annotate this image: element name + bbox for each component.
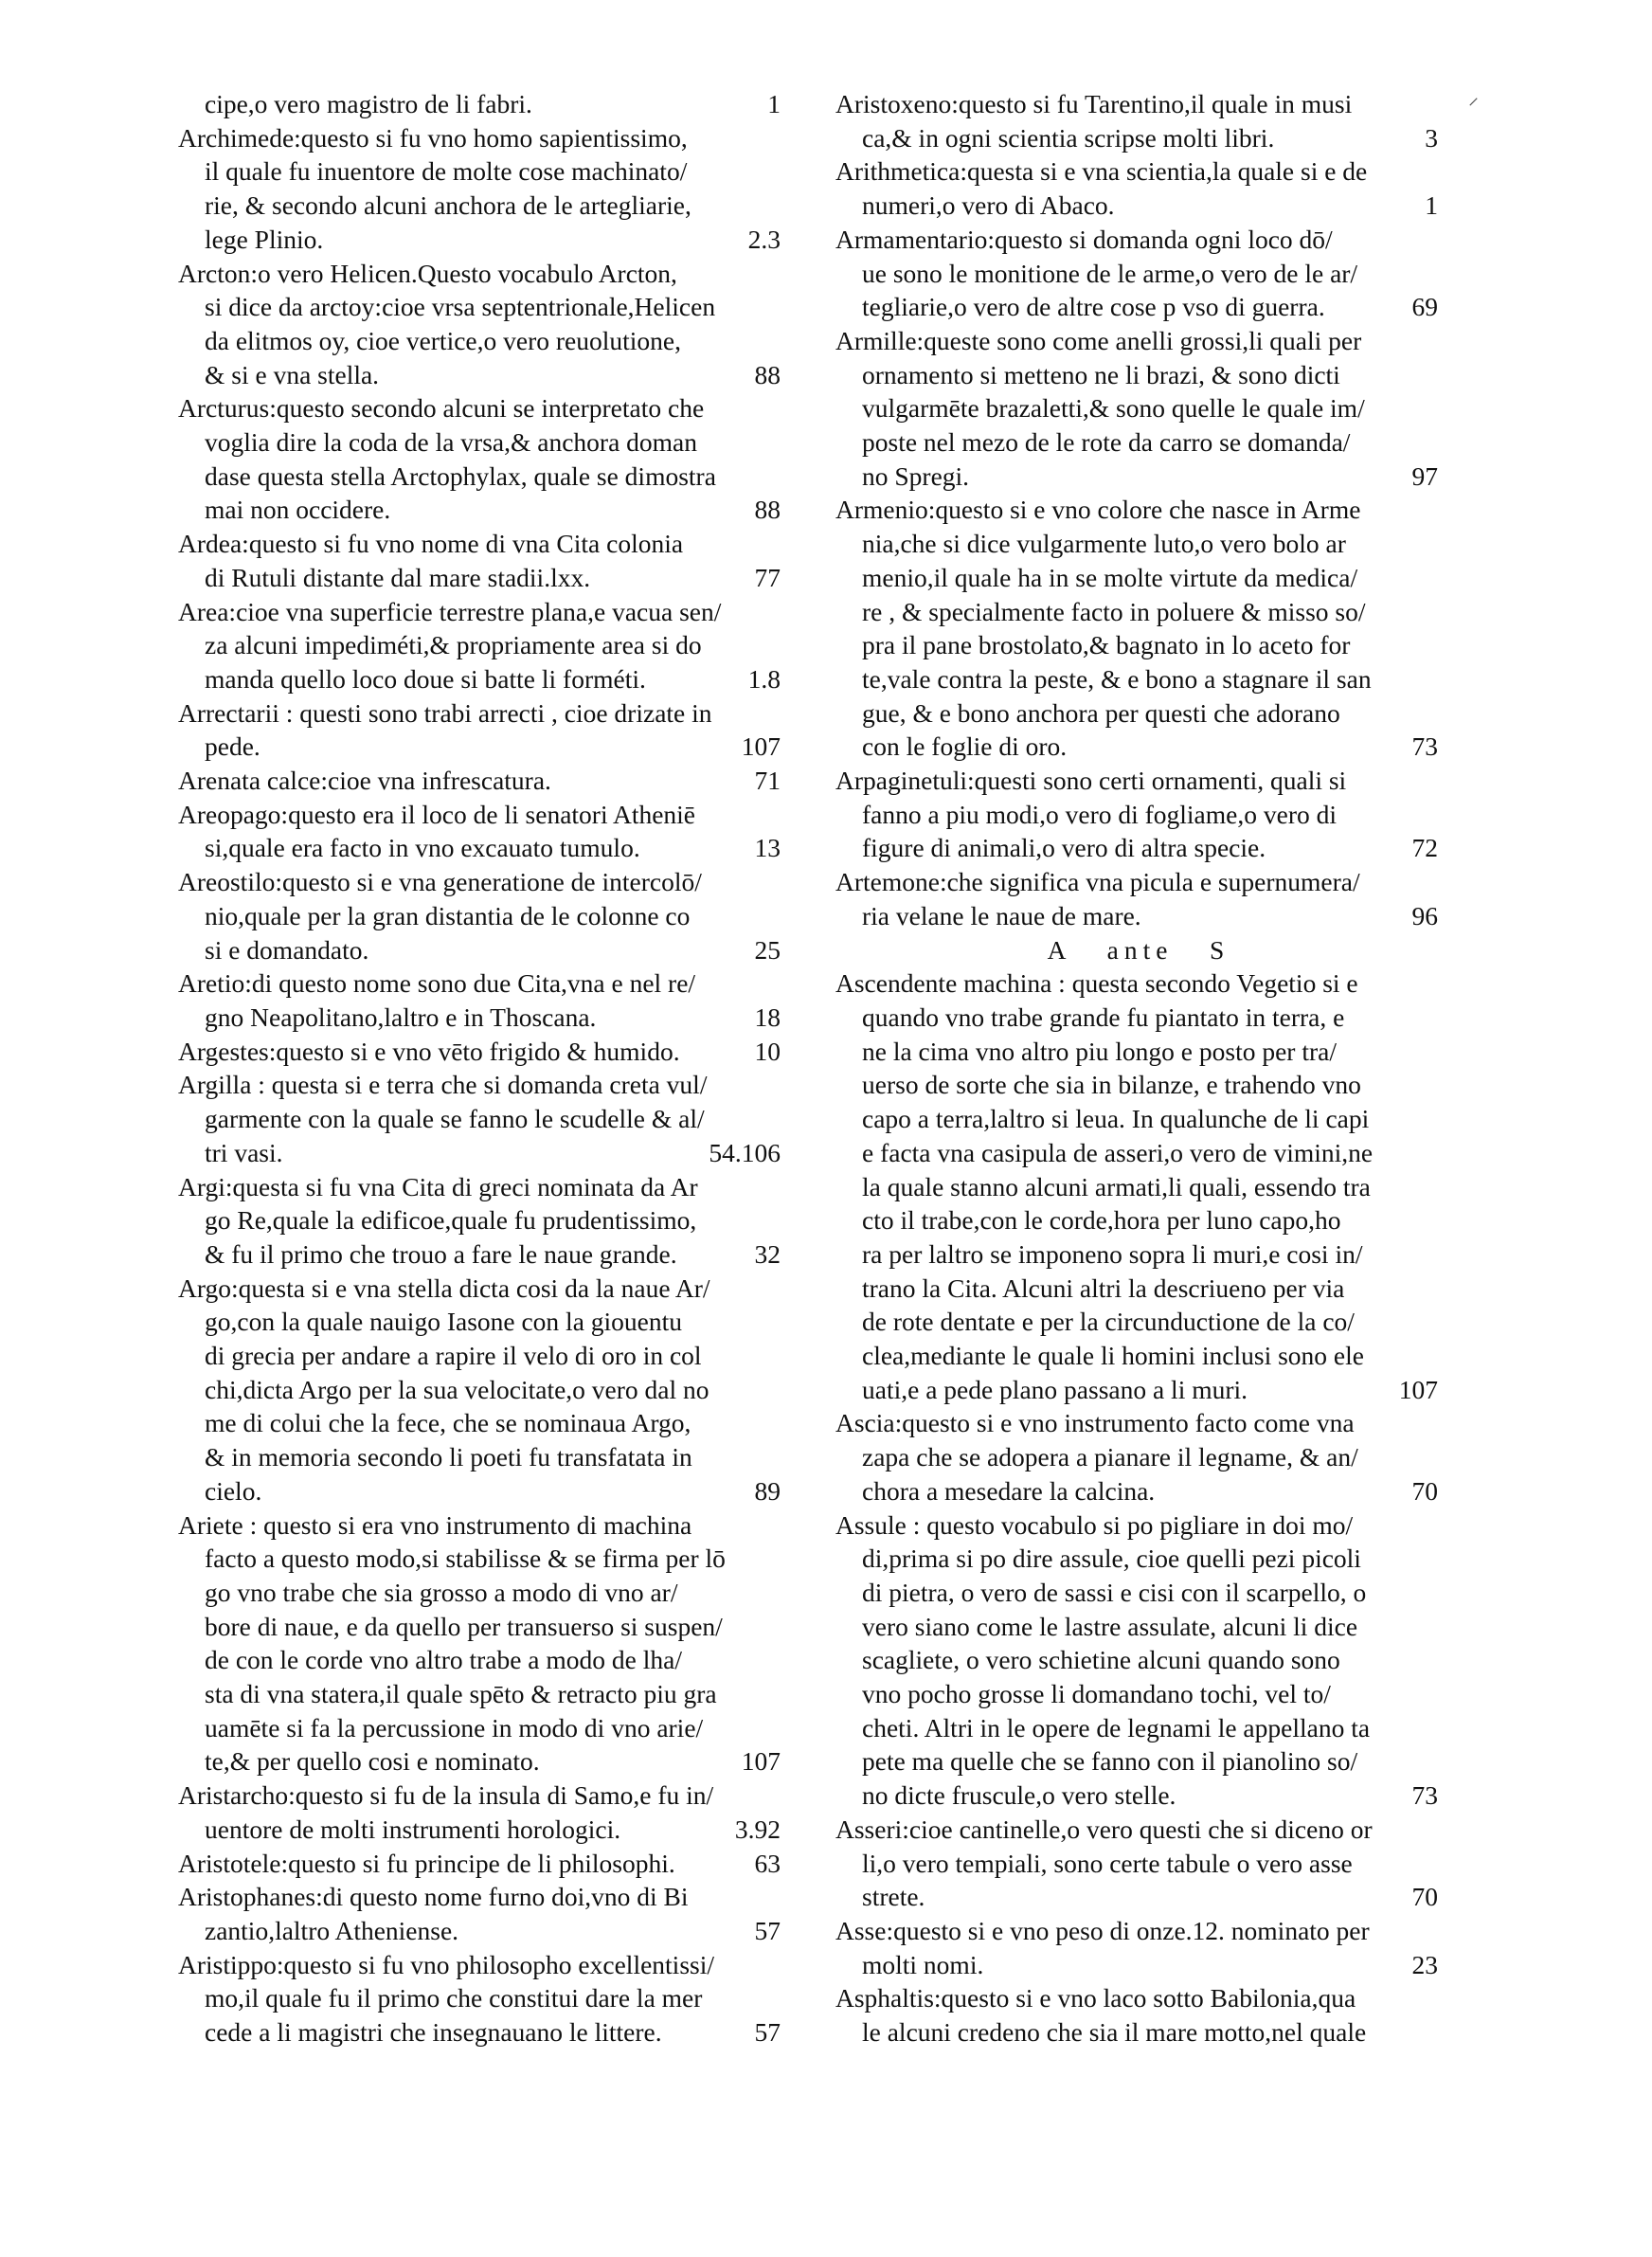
line-text: Areostilo:questo si e vna generatione de intercolō/ bbox=[178, 867, 702, 897]
entry-headline bbox=[835, 324, 1442, 358]
line-text: si,quale era facto in vno excauato tumulo. bbox=[205, 833, 640, 863]
line-text: me di colui che la fece, che se nominaua Argo, bbox=[205, 1408, 691, 1438]
line-text: te,& per quello cosi e nominato. bbox=[205, 1746, 540, 1777]
entry-headline bbox=[178, 1948, 784, 1982]
line-text: manda quello loco doue si batte li forméti. bbox=[205, 663, 646, 694]
line-text: nia,che si dice vulgarmente luto,o vero bolo ar bbox=[862, 529, 1346, 559]
line-text: ne la cima vno altro piu longo e posto per tra/ bbox=[862, 1036, 1337, 1066]
entry-line bbox=[835, 1576, 1442, 1610]
line-text: Argestes:questo si e vno vēto frigido & humido. bbox=[178, 1036, 680, 1066]
page-reference: 77 bbox=[754, 562, 781, 592]
line-text: fanno a piu modi,o vero di fogliame,o vero di bbox=[862, 799, 1337, 829]
entry-line bbox=[835, 1339, 1442, 1373]
entry-line bbox=[178, 1677, 784, 1711]
line-text: si dice da arctoy:cioe vrsa septentrionale,Helicen bbox=[205, 292, 716, 322]
entry-line bbox=[178, 324, 784, 358]
line-text: Aristoxeno:questo si fu Tarentino,il quale in musi bbox=[835, 89, 1353, 118]
entry-line bbox=[178, 460, 784, 494]
line-text: ria velane le naue de mare. bbox=[862, 900, 1141, 930]
page-reference: 1 bbox=[1425, 190, 1438, 221]
line-text: Asse:questo si e vno peso di onze.12. nominato per bbox=[835, 1915, 1370, 1945]
line-text: Armamentario:questo si domanda ogni loco dō/ bbox=[835, 224, 1333, 254]
line-text: Aristophanes:di questo nome furno doi,vno di Bi bbox=[178, 1882, 689, 1912]
entry-line bbox=[178, 2015, 784, 2049]
entry-line bbox=[835, 1610, 1442, 1644]
entry-line bbox=[835, 358, 1442, 392]
entry-line bbox=[178, 189, 784, 223]
line-text: zapa che se adopera a pianare il legname, & an/ bbox=[862, 1442, 1358, 1472]
page-reference: 23 bbox=[1411, 1949, 1438, 1979]
entry-headline bbox=[835, 764, 1442, 798]
line-text: no dicte fruscule,o vero stelle. bbox=[862, 1780, 1176, 1811]
line-text: strete. bbox=[862, 1882, 925, 1912]
entry-line bbox=[178, 662, 784, 696]
entry-headline bbox=[178, 1880, 784, 1914]
line-text: Archimede:questo si fu vno homo sapientissimo, bbox=[178, 122, 688, 153]
entry-headline bbox=[835, 154, 1442, 189]
page-reference: 2.3 bbox=[747, 224, 781, 254]
entry-line bbox=[835, 1203, 1442, 1237]
entry-line bbox=[835, 2015, 1442, 2049]
line-text: e facta vna casipula de asseri,o vero de vimini,ne bbox=[862, 1137, 1374, 1167]
entry-line bbox=[178, 899, 784, 933]
entry-line bbox=[835, 290, 1442, 324]
line-text: ue sono le monitione de le arme,o vero de le ar/ bbox=[862, 258, 1358, 288]
line-text: & fu il primo che trouo a fare le naue grande. bbox=[205, 1238, 677, 1269]
page-reference: 73 bbox=[1411, 731, 1438, 762]
line-text: vulgarmēte brazaletti,& sono quelle le quale im/ bbox=[862, 393, 1365, 424]
page-reference: 88 bbox=[754, 495, 781, 525]
line-text: si e domandato. bbox=[205, 934, 369, 965]
entry-headline bbox=[835, 223, 1442, 257]
page-reference: 57 bbox=[754, 1915, 781, 1945]
entry-line bbox=[835, 899, 1442, 933]
line-text: Argo:questa si e vna stella dicta cosi da la naue Ar/ bbox=[178, 1273, 710, 1303]
entry-line bbox=[178, 1643, 784, 1677]
line-text: garmente con la quale se fanno le scudelle & al/ bbox=[205, 1104, 705, 1134]
entry-line bbox=[178, 1576, 784, 1610]
page-reference: 3.92 bbox=[734, 1814, 781, 1844]
line-text: li,o vero tempiali, sono certe tabule o vero asse bbox=[862, 1848, 1353, 1878]
line-text: voglia dire la coda de la vrsa,& anchora doman bbox=[205, 427, 698, 458]
entry-line bbox=[178, 1406, 784, 1440]
line-text: menio,il quale ha in se molte virtute da medica/ bbox=[862, 562, 1358, 592]
page-reference: 1 bbox=[767, 89, 781, 118]
entry-headline bbox=[835, 1813, 1442, 1847]
entry-headline bbox=[835, 1406, 1442, 1440]
line-text: Aristarcho:questo si fu de la insula di Samo,e fu in/ bbox=[178, 1780, 714, 1811]
entry-line bbox=[835, 1035, 1442, 1069]
line-text: Ariete : questo si era vno instrumento di machina bbox=[178, 1509, 692, 1540]
line-text: Area:cioe vna superficie terrestre plana,e vacua sen/ bbox=[178, 596, 722, 626]
line-text: ca,& in ogni scientia scripse molti libri. bbox=[862, 122, 1275, 153]
line-text: lege Plinio. bbox=[205, 224, 324, 254]
line-text: cede a li magistri che insegnauano le littere. bbox=[205, 2017, 662, 2048]
line-text: rie, & secondo alcuni anchora de le artegliarie, bbox=[205, 190, 691, 221]
line-text: di pietra, o vero de sassi e cisi con il scarpello, o bbox=[862, 1577, 1367, 1607]
entry-line bbox=[178, 1914, 784, 1948]
page-reference: 57 bbox=[754, 2017, 781, 2048]
entry-line bbox=[835, 1373, 1442, 1407]
entry-line bbox=[835, 1643, 1442, 1677]
line-text: capo a terra,laltro si leua. In qualunche de li capi bbox=[862, 1104, 1370, 1134]
line-text: cielo. bbox=[205, 1475, 262, 1506]
entry-line bbox=[178, 154, 784, 189]
line-text: ra per laltro se imponeno sopra li muri,e cosi in/ bbox=[862, 1238, 1363, 1269]
entry-line bbox=[178, 1440, 784, 1474]
entry-line bbox=[178, 1711, 784, 1745]
line-text: ornamento si metteno ne li brazi, & sono dicti bbox=[862, 359, 1340, 389]
entry-line bbox=[835, 561, 1442, 595]
entry-headline bbox=[835, 865, 1442, 899]
left-column bbox=[178, 87, 784, 2049]
line-text: il quale fu inuentore de molte cose machinato/ bbox=[205, 156, 688, 187]
entry-line bbox=[178, 933, 784, 967]
entry-headline bbox=[178, 966, 784, 1001]
line-text: cipe,o vero magistro de li fabri. bbox=[205, 89, 532, 118]
entry-line bbox=[835, 391, 1442, 425]
entry-line bbox=[178, 493, 784, 527]
entry-headline bbox=[178, 798, 784, 832]
line-text: Arenata calce:cioe vna infrescatura. bbox=[178, 766, 551, 796]
entry-headline bbox=[835, 966, 1442, 1001]
line-text: Arithmetica:questa si e vna scientia,la quale si e de bbox=[835, 156, 1368, 187]
line-text: uati,e a pede plano passano a li muri. bbox=[862, 1374, 1248, 1404]
page-reference: 72 bbox=[1411, 833, 1438, 863]
entry-headline bbox=[178, 1035, 784, 1069]
line-text: sta di vna statera,il quale spēto & retracto piu gra bbox=[205, 1679, 717, 1709]
entry-headline bbox=[178, 764, 784, 798]
page-reference: 70 bbox=[1411, 1882, 1438, 1912]
entry-line bbox=[178, 1474, 784, 1508]
margin-mark: ⸍ bbox=[1468, 94, 1480, 117]
entry-headline bbox=[178, 1170, 784, 1204]
line-text: clea,mediante le quale li homini inclusi sono ele bbox=[862, 1341, 1364, 1371]
entry-headline bbox=[178, 527, 784, 561]
line-text: scagliete, o vero schietine alcuni quando sono bbox=[862, 1645, 1340, 1675]
entry-line bbox=[178, 1203, 784, 1237]
line-text: A ante S bbox=[1047, 934, 1230, 965]
line-text: Areopago:questo era il loco de li senatori Atheniē bbox=[178, 799, 696, 829]
entry-line bbox=[835, 425, 1442, 460]
entry-line bbox=[178, 1744, 784, 1779]
line-text: di,prima si po dire assule, cioe quelli pezi picoli bbox=[862, 1544, 1361, 1574]
entry-headline bbox=[835, 1508, 1442, 1543]
line-text: dase questa stella Arctophylax, quale se dimostra bbox=[205, 460, 716, 491]
page-reference: 88 bbox=[754, 359, 781, 389]
entry-line bbox=[178, 358, 784, 392]
entry-headline bbox=[178, 391, 784, 425]
line-text: con le foglie di oro. bbox=[862, 731, 1068, 762]
line-text: de rote dentate e per la circunductione de la co/ bbox=[862, 1307, 1355, 1337]
entry-line bbox=[835, 662, 1442, 696]
entry-headline bbox=[178, 696, 784, 731]
page-reference: 69 bbox=[1411, 292, 1438, 322]
line-text: Arcturus:questo secondo alcuni se interpretato che bbox=[178, 393, 705, 424]
line-text: Arcton:o vero Helicen.Questo vocabulo Arcton, bbox=[178, 258, 677, 288]
line-text: Armenio:questo si e vno colore che nasce in Arme bbox=[835, 495, 1361, 525]
entry-line bbox=[835, 1880, 1442, 1914]
entry-line bbox=[835, 1847, 1442, 1881]
page-reference: 71 bbox=[754, 766, 781, 796]
entry-headline bbox=[178, 1272, 784, 1306]
entry-line bbox=[835, 1677, 1442, 1711]
line-text: nio,quale per la gran distantia de le colonne co bbox=[205, 900, 691, 930]
entry-line bbox=[835, 1102, 1442, 1136]
page-reference: 32 bbox=[754, 1238, 781, 1269]
line-text: Argilla : questa si e terra che si domanda creta vul/ bbox=[178, 1070, 708, 1100]
entry-headline bbox=[178, 1779, 784, 1813]
entry-line bbox=[835, 257, 1442, 291]
line-text: Asphaltis:questo si e vno laco sotto Babilonia,qua bbox=[835, 1983, 1356, 2013]
page-reference: 70 bbox=[1411, 1475, 1438, 1506]
entry-line bbox=[178, 561, 784, 595]
page-reference: 18 bbox=[754, 1002, 781, 1032]
entry-line bbox=[178, 1237, 784, 1272]
line-text: Arrectarii : questi sono trabi arrecti , cioe drizate in bbox=[178, 697, 712, 728]
entry-line bbox=[835, 1779, 1442, 1813]
page-reference: 1.8 bbox=[747, 663, 781, 694]
entry-line bbox=[835, 1136, 1442, 1170]
line-text: trano la Cita. Alcuni altri la descriueno per via bbox=[862, 1273, 1345, 1303]
line-text: pra il pane brostolato,& bagnato in lo aceto for bbox=[862, 630, 1351, 660]
entry-line bbox=[835, 730, 1442, 764]
entry-line bbox=[835, 831, 1442, 865]
line-text: pete ma quelle che se fanno con il pianolino so/ bbox=[862, 1746, 1358, 1777]
line-text: re , & specialmente facto in poluere & misso so/ bbox=[862, 596, 1366, 626]
entry-headline bbox=[178, 257, 784, 291]
entry-line bbox=[835, 1948, 1442, 1982]
page-reference: 10 bbox=[754, 1036, 781, 1066]
line-text: chora a mesedare la calcina. bbox=[862, 1475, 1156, 1506]
line-text: Aristippo:questo si fu vno philosopho excellentissi/ bbox=[178, 1949, 715, 1979]
entry-line bbox=[835, 460, 1442, 494]
entry-line bbox=[178, 1102, 784, 1136]
page-reference: 96 bbox=[1411, 900, 1438, 930]
page-reference: 3 bbox=[1425, 122, 1438, 153]
line-text: le alcuni credeno che sia il mare motto,nel quale bbox=[862, 2017, 1367, 2048]
line-text: cheti. Altri in le opere de legnami le appellano ta bbox=[862, 1712, 1371, 1742]
entry-line bbox=[178, 1305, 784, 1339]
line-text: no Spregi. bbox=[862, 460, 970, 491]
entry-headline bbox=[178, 865, 784, 899]
entry-line bbox=[178, 1813, 784, 1847]
entry-line bbox=[835, 1237, 1442, 1272]
line-text: go vno trabe che sia grosso a modo di vno ar/ bbox=[205, 1577, 678, 1607]
line-text: quando vno trabe grande fu piantato in terra, e bbox=[862, 1002, 1345, 1032]
line-text: Aristotele:questo si fu principe de li philosophi. bbox=[178, 1848, 675, 1878]
entry-headline bbox=[178, 1068, 784, 1102]
entry-headline bbox=[835, 1981, 1442, 2015]
line-text: facto a questo modo,si stabilisse & se firma per lō bbox=[205, 1544, 726, 1574]
line-text: cto il trabe,con le corde,hora per luno capo,ho bbox=[862, 1205, 1341, 1236]
line-text: gue, & e bono anchora per questi che adorano bbox=[862, 697, 1340, 728]
line-text: Artemone:che significa vna picula e supernumera/ bbox=[835, 867, 1360, 897]
section-heading bbox=[835, 933, 1442, 967]
line-text: di Rutuli distante dal mare stadii.lxx. bbox=[205, 562, 591, 592]
page-reference: 73 bbox=[1411, 1780, 1438, 1811]
line-text: di grecia per andare a rapire il velo di oro in col bbox=[205, 1341, 702, 1371]
entry-line bbox=[178, 730, 784, 764]
entry-line bbox=[178, 290, 784, 324]
line-text: & si e vna stella. bbox=[205, 359, 380, 389]
line-text: uerso de sorte che sia in bilanze, e trahendo vno bbox=[862, 1070, 1361, 1100]
line-text: da elitmos oy, cioe vertice,o vero reuolutione, bbox=[205, 325, 681, 355]
entry-line bbox=[835, 1170, 1442, 1204]
line-text: la quale stanno alcuni armati,li quali, essendo tra bbox=[862, 1171, 1371, 1201]
entry-line bbox=[835, 628, 1442, 662]
line-text: & in memoria secondo li poeti fu transfatata in bbox=[205, 1442, 692, 1472]
entry-line bbox=[835, 1744, 1442, 1779]
entry-line bbox=[835, 1542, 1442, 1576]
page-reference: 107 bbox=[741, 731, 781, 762]
page-reference: 63 bbox=[754, 1848, 781, 1878]
line-text: Ascendente machina : questa secondo Vegetio si e bbox=[835, 968, 1358, 999]
page-reference: 54.106 bbox=[709, 1137, 781, 1167]
right-column bbox=[835, 87, 1442, 2049]
entry-line bbox=[835, 189, 1442, 223]
entry-line bbox=[835, 595, 1442, 629]
line-text: mai non occidere. bbox=[205, 495, 391, 525]
line-text: Armille:queste sono come anelli grossi,li quali per bbox=[835, 325, 1362, 355]
page-reference: 89 bbox=[754, 1475, 781, 1506]
entry-line bbox=[835, 1711, 1442, 1745]
line-text: Ascia:questo si e vno instrumento facto come vna bbox=[835, 1408, 1355, 1438]
line-text: poste nel mezo de le rote da carro se domanda/ bbox=[862, 427, 1351, 458]
line-text: Assule : questo vocabulo si po pigliare in doi mo/ bbox=[835, 1509, 1354, 1540]
line-text: vno pocho grosse li domandano tochi, vel to/ bbox=[862, 1679, 1331, 1709]
entry-line bbox=[178, 87, 784, 121]
entry-line bbox=[178, 425, 784, 460]
line-text: Asseri:cioe cantinelle,o vero questi che si diceno or bbox=[835, 1814, 1373, 1844]
line-text: chi,dicta Argo per la sua velocitate,o vero dal no bbox=[205, 1374, 709, 1404]
page-reference: 25 bbox=[754, 934, 781, 965]
entry-line bbox=[178, 1339, 784, 1373]
entry-line bbox=[178, 1542, 784, 1576]
entry-headline bbox=[835, 493, 1442, 527]
line-text: zantio,laltro Atheniense. bbox=[205, 1915, 459, 1945]
entry-line bbox=[835, 1440, 1442, 1474]
page-reference: 97 bbox=[1411, 460, 1438, 491]
line-text: uentore de molti instrumenti horologici. bbox=[205, 1814, 621, 1844]
entry-line bbox=[178, 1373, 784, 1407]
entry-line bbox=[178, 223, 784, 257]
page-reference: 13 bbox=[754, 833, 781, 863]
line-text: za alcuni impediméti,& propriamente area si do bbox=[205, 630, 702, 660]
line-text: go,con la quale nauigo Iasone con la giouentu bbox=[205, 1307, 683, 1337]
entry-line bbox=[178, 1136, 784, 1170]
line-text: molti nomi. bbox=[862, 1949, 984, 1979]
entry-line bbox=[835, 1474, 1442, 1508]
line-text: Ardea:questo si fu vno nome di vna Cita colonia bbox=[178, 529, 684, 559]
entry-headline bbox=[178, 1508, 784, 1543]
entry-line bbox=[178, 831, 784, 865]
entry-line bbox=[835, 527, 1442, 561]
entry-headline bbox=[178, 1847, 784, 1881]
line-text: tri vasi. bbox=[205, 1137, 283, 1167]
line-text: bore di naue, e da quello per transuerso si suspen/ bbox=[205, 1611, 723, 1641]
line-text: te,vale contra la peste, & e bono a stagnare il san bbox=[862, 663, 1372, 694]
line-text: uamēte si fa la percussione in modo di vno arie/ bbox=[205, 1712, 704, 1742]
page-reference: 107 bbox=[1398, 1374, 1438, 1404]
entry-line bbox=[835, 1272, 1442, 1306]
line-text: vero siano come le lastre assulate, alcuni li dice bbox=[862, 1611, 1358, 1641]
entry-line bbox=[178, 1610, 784, 1644]
entry-line bbox=[835, 1001, 1442, 1035]
entry-line bbox=[835, 1305, 1442, 1339]
entry-line bbox=[178, 1001, 784, 1035]
line-text: mo,il quale fu il primo che constitui dare la mer bbox=[205, 1983, 703, 2013]
line-text: Aretio:di questo nome sono due Cita,vna e nel re/ bbox=[178, 968, 696, 999]
line-text: go Re,quale la edificoe,quale fu prudentissimo, bbox=[205, 1205, 697, 1236]
line-text: tegliarie,o vero de altre cose p vso di guerra. bbox=[862, 292, 1325, 322]
line-text: de con le corde vno altro trabe a modo de lha/ bbox=[205, 1645, 682, 1675]
line-text: numeri,o vero di Abaco. bbox=[862, 190, 1115, 221]
entry-line bbox=[178, 628, 784, 662]
page-reference: 107 bbox=[741, 1746, 781, 1777]
line-text: Argi:questa si fu vna Cita di greci nominata da Ar bbox=[178, 1171, 698, 1201]
entry-headline bbox=[835, 87, 1442, 121]
entry-headline bbox=[178, 121, 784, 155]
entry-line bbox=[835, 1068, 1442, 1102]
entry-headline bbox=[835, 1914, 1442, 1948]
entry-headline bbox=[178, 595, 784, 629]
entry-line bbox=[178, 1981, 784, 2015]
line-text: figure di animali,o vero di altra specie. bbox=[862, 833, 1266, 863]
entry-line bbox=[835, 696, 1442, 731]
entry-line bbox=[835, 798, 1442, 832]
line-text: gno Neapolitano,laltro e in Thoscana. bbox=[205, 1002, 597, 1032]
entry-line bbox=[835, 121, 1442, 155]
line-text: Arpaginetuli:questi sono certi ornamenti, quali si bbox=[835, 766, 1347, 796]
line-text: pede. bbox=[205, 731, 260, 762]
